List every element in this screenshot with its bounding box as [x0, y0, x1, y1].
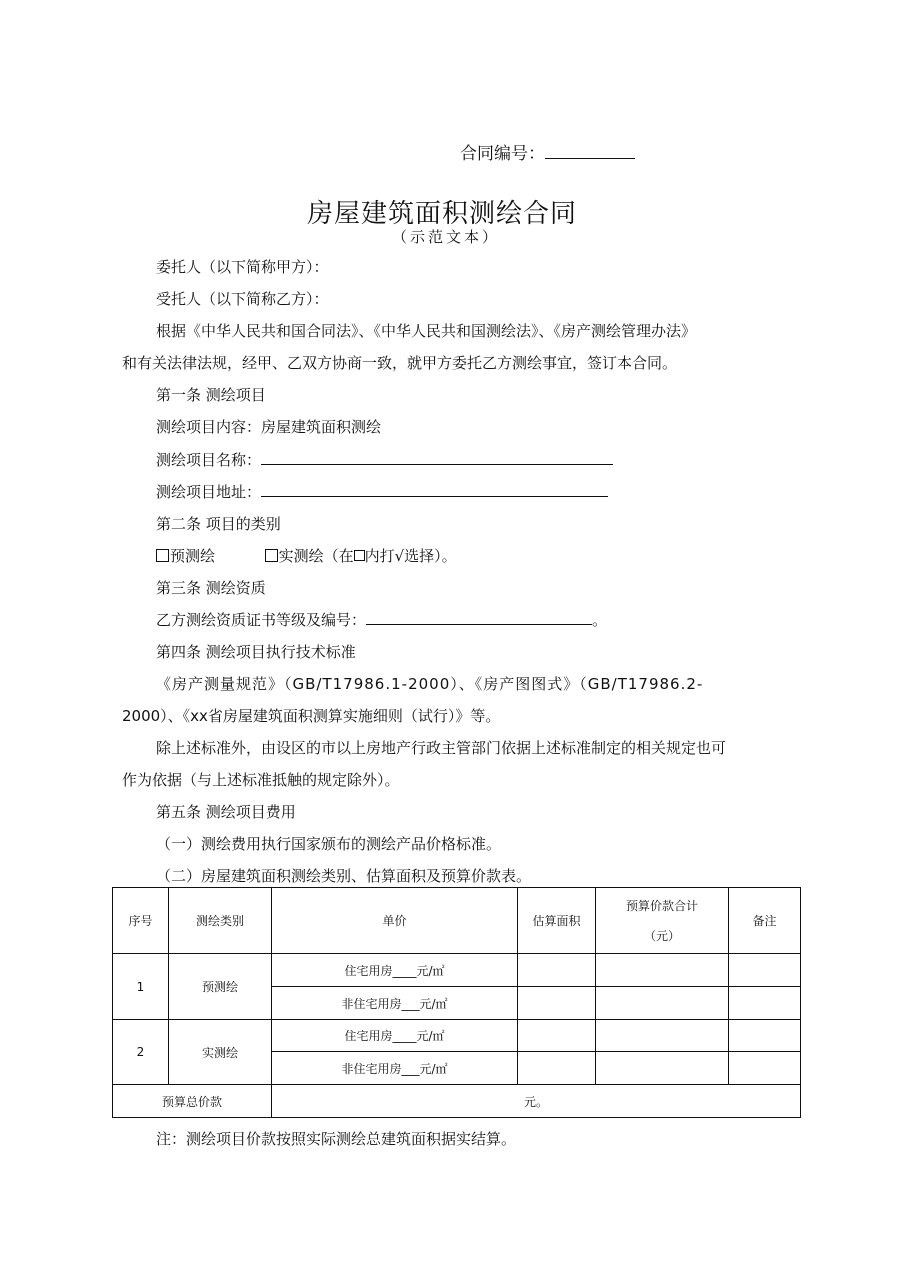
intro-line-2: 和有关法律法规，经甲、乙双方协商一致，就甲方委托乙方测绘事宜，签订本合同。 — [122, 354, 678, 372]
qualification-blank[interactable] — [366, 610, 592, 625]
project-address-row — [156, 482, 608, 502]
article-4-title: 第四条 测绘项目执行技术标准 — [156, 643, 356, 661]
qualification-row — [156, 610, 607, 630]
fee-table — [112, 887, 801, 1118]
standards-para2-line-2: 作为依据（与上述标准抵触的规定除外）。 — [122, 771, 400, 789]
standards-line-2: 2000）、《xx省房屋建筑面积测算实施细则（试行）》等。 — [122, 707, 501, 725]
project-address-label: 测绘项目地址： — [156, 483, 262, 501]
standards-para2-line-1: 除上述标准外，由设区的市以上房地产行政主管部门依据上述标准制定的相关规定也可 — [156, 739, 727, 757]
document-subtitle: （示范文本） — [392, 228, 501, 246]
article-5-title: 第五条 测绘项目费用 — [156, 803, 296, 821]
contract-number-blank[interactable] — [545, 144, 635, 159]
option-actual-survey: 实测绘（在 — [278, 547, 354, 565]
qualification-end: 。 — [592, 611, 608, 629]
total-label: 预算总价款 — [113, 1085, 272, 1118]
header-category: 测绘类别 — [169, 888, 272, 954]
table-row — [113, 954, 801, 987]
document-title: 房屋建筑面积测绘合同 — [307, 199, 578, 229]
row-1-remark-residential[interactable] — [729, 954, 801, 987]
option-instruction: 内打√选择）。 — [364, 547, 457, 565]
row-1-area-nonresidential[interactable] — [518, 987, 596, 1020]
party-b: 受托人（以下简称乙方）： — [156, 290, 329, 308]
project-name-blank[interactable] — [261, 450, 613, 465]
row-2-remark-residential[interactable] — [729, 1020, 801, 1052]
article-3-title: 第三条 测绘资质 — [156, 579, 266, 597]
payment-note: 注：测绘项目价款按照实际测绘总建筑面积据实结算。 — [156, 1130, 517, 1148]
row-2-price-residential: 住宅用房____元/㎡ — [272, 1020, 518, 1052]
row-1-category: 预测绘 — [169, 954, 272, 1020]
header-budget — [596, 888, 729, 954]
row-2-category: 实测绘 — [169, 1020, 272, 1085]
project-address-blank[interactable] — [261, 482, 608, 497]
row-1-price-residential: 住宅用房____元/㎡ — [272, 954, 518, 987]
table-row — [113, 1020, 801, 1052]
row-1-budget-residential[interactable] — [596, 954, 729, 987]
row-2-remark-nonresidential[interactable] — [729, 1052, 801, 1085]
row-2-budget-residential[interactable] — [596, 1020, 729, 1052]
row-2-price-nonresidential: 非住宅用房___元/㎡ — [272, 1052, 518, 1085]
header-remark: 备注 — [729, 888, 801, 954]
checkbox-actual-survey[interactable] — [265, 549, 278, 562]
category-options — [156, 546, 457, 566]
row-1-budget-nonresidential[interactable] — [596, 987, 729, 1020]
header-unit-price: 单价 — [272, 888, 518, 954]
project-name-row — [156, 450, 613, 470]
checkbox-pre-survey[interactable] — [156, 549, 169, 562]
contract-number — [460, 144, 635, 164]
option-pre-survey: 预测绘 — [170, 547, 216, 565]
article-2-title: 第二条 项目的类别 — [156, 515, 281, 533]
header-budget-line-1: 预算价款合计 — [625, 898, 698, 913]
standards-line-1: 《房产测量规范》（GB/T17986.1-2000）、《房产图图式》（GB/T17986.2- — [156, 675, 704, 693]
header-budget-line-2: （元） — [643, 928, 680, 943]
qualification-label: 乙方测绘资质证书等级及编号： — [156, 611, 367, 629]
row-2-area-residential[interactable] — [518, 1020, 596, 1052]
table-header-row — [113, 888, 801, 954]
row-1-remark-nonresidential[interactable] — [729, 987, 801, 1020]
party-a: 委托人（以下简称甲方）： — [156, 258, 329, 276]
row-2-area-nonresidential[interactable] — [518, 1052, 596, 1085]
row-1-price-nonresidential: 非住宅用房___元/㎡ — [272, 987, 518, 1020]
fee-item-1: （一）测绘费用执行国家颁布的测绘产品价格标准。 — [156, 835, 502, 853]
header-no: 序号 — [113, 888, 169, 954]
row-1-area-residential[interactable] — [518, 954, 596, 987]
row-1-no: 1 — [113, 954, 169, 1020]
table-total-row — [113, 1085, 801, 1118]
fee-item-2: （二）房屋建筑面积测绘类别、估算面积及预算价款表。 — [156, 867, 532, 885]
row-2-no: 2 — [113, 1020, 169, 1085]
total-value[interactable]: 元。 — [272, 1085, 801, 1118]
project-name-label: 测绘项目名称： — [156, 451, 262, 469]
inline-box-symbol — [354, 550, 365, 561]
article-1-title: 第一条 测绘项目 — [156, 386, 266, 404]
article-1-content: 测绘项目内容：房屋建筑面积测绘 — [156, 418, 382, 436]
intro-line-1: 根据《中华人民共和国合同法》、《中华人民共和国测绘法》、《房产测绘管理办法》 — [156, 322, 697, 340]
contract-number-label: 合同编号： — [460, 144, 545, 164]
row-2-budget-nonresidential[interactable] — [596, 1052, 729, 1085]
header-area: 估算面积 — [518, 888, 596, 954]
